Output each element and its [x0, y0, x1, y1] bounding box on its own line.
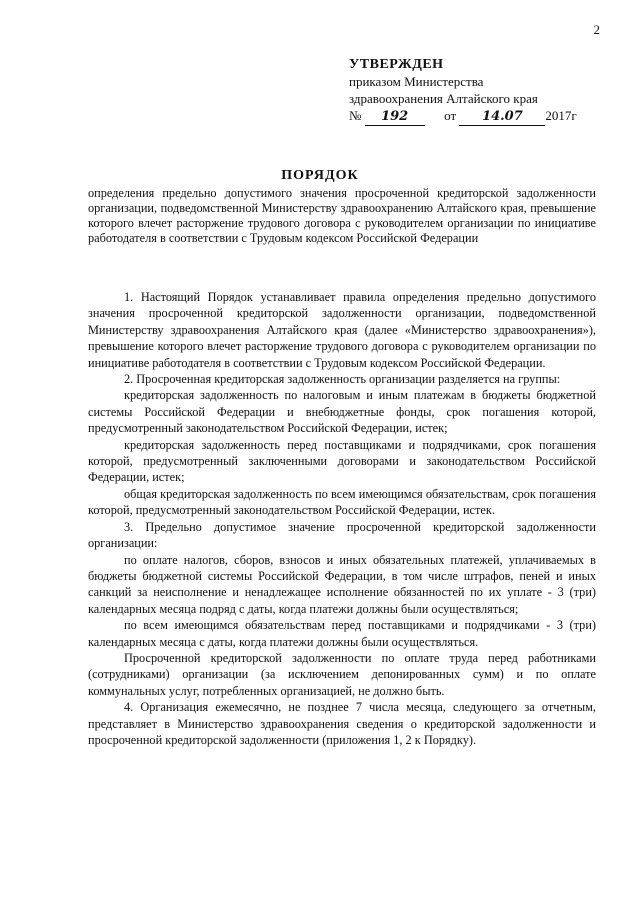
paragraph-10: 4. Организация ежемесячно, не позднее 7 числа месяца, следующего за отчетным, представляет в Министерство здравоохранения сведения о кредиторской задолженности и просроченной кредиторской задолженности (приложения 1, 2 к Порядку).: [88, 700, 596, 747]
approval-line-1: приказом Министерства: [349, 74, 484, 89]
paragraph-5: общая кредиторская задолженность по всем имеющимся обязательствам, срок погашения которой, предусмотренный законодательством Российской Федерации, истек.: [88, 486, 596, 518]
order-number: 192: [365, 108, 425, 126]
document-subtitle: определения предельно допустимого значения просроченной кредиторской задолженности организации, подведомственной Министерству здравоохранению Алтайского края, превышение которого влечет расторжение трудового договора с руководителем организации по инициативе работодателя в соответствии с Трудовым кодексом Российской Федерации: [88, 186, 596, 245]
document-title: ПОРЯДОК: [281, 168, 359, 183]
paragraph-6: 3. Предельно допустимое значение просроченной кредиторской задолженности организации:: [88, 519, 596, 551]
approval-stamp: [349, 56, 599, 126]
number-prefix: №: [349, 108, 362, 123]
paragraph-1: 1. Настоящий Порядок устанавливает правила определения предельно допустимого значения просроченной кредиторской задолженности организации, подведомственной Министерству здравоохранения Алтайского края (далее «Министерство здравоохранения»), превышение которого влечет расторжение трудового договора с руководителем организации по инициативе работодателя в соответствии с Трудовым кодексом Российской Федерации.: [88, 290, 596, 370]
page-number: 2: [593, 22, 600, 37]
paragraph-2: 2. Просроченная кредиторская задолженность организации разделяется на группы:: [124, 372, 561, 387]
document-body: [88, 289, 596, 748]
approval-title: УТВЕРЖДЕН: [349, 57, 444, 72]
approval-number-date: [349, 107, 599, 126]
paragraph-4: кредиторская задолженность перед поставщиками и подрядчиками, срок погашения которой, предусмотренный заключенными договорами и законодательством Российской Федерации, истек;: [88, 437, 596, 485]
paragraph-7: по оплате налогов, сборов, взносов и иных обязательных платежей, уплачиваемых в бюджеты бюджетной системы Российской Федерации, в том числе штрафов, пеней и иных санкций за неисполнение и ненадлежащее исполнение обязанностей по их уплате - 3 (три) календарных месяца подряд с даты, когда платежи должны были осуществляться;: [88, 552, 596, 616]
date-prefix: от: [444, 108, 457, 123]
paragraph-9: Просроченной кредиторской задолженности по оплате труда перед работниками (сотрудниками) организации (за исключением депонированных сумм) и по оплате коммунальных услуг, потребленных организацией, не должно быть.: [88, 650, 596, 698]
order-year: 2017г: [545, 108, 577, 123]
approval-line-2: здравоохранения Алтайского края: [349, 91, 538, 106]
paragraph-8: по всем имеющимся обязательствам перед поставщиками и подрядчиками - 3 (три) календарных месяца с даты, когда платежи должны были осуществляться.: [88, 618, 596, 649]
order-date: 14.07: [459, 108, 545, 126]
paragraph-3: кредиторская задолженность по налоговым и иным платежам в бюджеты бюджетной системы Российской Федерации и внебюджетные фонды, срок погашения которой, предусмотренный законодательством Российской Федерации, истек;: [88, 388, 596, 436]
